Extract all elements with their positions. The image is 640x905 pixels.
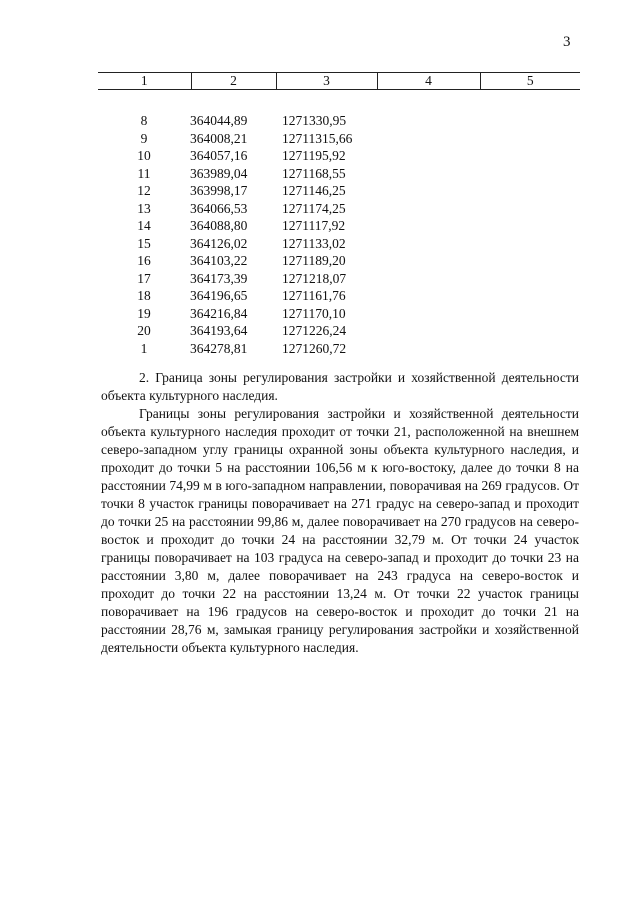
y-coordinate: 1271226,24 — [282, 323, 347, 338]
table-row — [98, 270, 402, 288]
table-row — [98, 165, 402, 183]
x-coordinate: 364103,22 — [190, 253, 248, 268]
point-number: 15 — [137, 235, 151, 251]
y-coordinate: 1271195,92 — [282, 148, 346, 163]
x-coordinate: 364088,80 — [190, 218, 248, 233]
x-coordinate: 364066,53 — [190, 200, 248, 216]
point-number: 19 — [137, 305, 151, 321]
point-number: 18 — [137, 288, 151, 303]
table-header-row — [98, 73, 580, 90]
table-row — [98, 182, 402, 200]
point-number: 16 — [137, 253, 151, 268]
column-header-4: 4 — [377, 73, 480, 90]
y-coordinate: 1271168,55 — [282, 165, 346, 181]
x-coordinate: 364057,16 — [190, 148, 248, 163]
y-coordinate: 1271174,25 — [282, 200, 346, 216]
x-coordinate: 364216,84 — [190, 305, 248, 321]
point-number: 13 — [137, 200, 151, 216]
coordinates-list — [98, 112, 402, 357]
table-row — [98, 147, 402, 165]
y-coordinate: 1271189,20 — [282, 253, 346, 268]
section-body — [101, 405, 579, 657]
x-coordinate: 363989,04 — [190, 165, 248, 181]
x-coordinate: 364196,65 — [190, 288, 248, 303]
point-number: 1 — [140, 340, 148, 356]
table-header — [98, 72, 580, 90]
x-coordinate: 364126,02 — [190, 235, 248, 251]
section-heading-text: 2. Граница зоны регулирования застройки и хозяйственной деятельности объекта культурного наследия. — [101, 370, 579, 403]
x-coordinate: 364173,39 — [190, 270, 248, 286]
x-coordinate: 364278,81 — [190, 340, 248, 356]
table-row — [98, 200, 402, 218]
column-header-2: 2 — [191, 73, 276, 90]
y-coordinate: 1271146,25 — [282, 183, 346, 198]
point-number: 12 — [137, 183, 151, 198]
x-coordinate: 364193,64 — [190, 323, 248, 338]
x-coordinate: 363998,17 — [190, 183, 248, 198]
table-row — [98, 252, 402, 270]
table-row — [98, 340, 402, 358]
y-coordinate: 1271170,10 — [282, 305, 346, 321]
column-header-1: 1 — [98, 73, 191, 90]
table-row — [98, 305, 402, 323]
y-coordinate: 1271161,76 — [282, 288, 346, 303]
x-coordinate: 364044,89 — [190, 113, 248, 128]
point-number: 9 — [140, 130, 148, 146]
point-number: 11 — [137, 165, 151, 181]
y-coordinate: 1271260,72 — [282, 340, 347, 356]
section-body-text: Границы зоны регулирования застройки и хозяйственной деятельности объекта культурного наследия проходит от точки 21, расположенной на внешнем северо-западном углу границы охранной зоны объекта культурного наследия, и проходит до точки 5 на расстоянии 106,56 м к юго-востоку, далее до точки 8 на расстоянии 74,99 м в юго-западном направлении, поворачивая на 269 градусов. От точки 8 участок границы поворачивает на 271 градус на северо-запад и проходит до точки 25 на расстоянии 99,86 м, далее поворачивает на 270 градусов на северо-восток и проходит до точки 24 на расстоянии 32,79 м. От точки 24 участок границы поворачивает на 103 градуса на северо-запад и проходит до точки 23 на расстоянии 3,80 м, далее поворачивает на 243 градуса на северо-восток и проходит до точки 22 на расстоянии 13,24 м. От точки 22 участок границы поворачивает на 196 градусов на северо-восток и проходит до точки 21 на расстоянии 28,76 м, замыкая границу регулирования застройки и хозяйственной деятельности объекта культурного наследия. — [101, 406, 579, 655]
table-row — [98, 235, 402, 253]
y-coordinate: 1271133,02 — [282, 235, 346, 251]
table-row — [98, 112, 402, 130]
column-header-3: 3 — [276, 73, 377, 90]
point-number: 14 — [137, 218, 151, 233]
y-coordinate: 12711315,66 — [282, 130, 353, 146]
y-coordinate: 1271117,92 — [282, 218, 346, 233]
y-coordinate: 1271218,07 — [282, 270, 347, 286]
page-number: 3 — [563, 34, 571, 50]
point-number: 10 — [137, 148, 151, 163]
y-coordinate: 1271330,95 — [282, 113, 347, 128]
point-number: 17 — [137, 270, 151, 286]
column-header-5: 5 — [480, 73, 580, 90]
table-row — [98, 217, 402, 235]
x-coordinate: 364008,21 — [190, 130, 248, 146]
table-row — [98, 322, 402, 340]
table-row — [98, 130, 402, 148]
table-row — [98, 287, 402, 305]
point-number: 20 — [137, 323, 151, 338]
section-heading — [101, 369, 579, 405]
point-number: 8 — [140, 113, 148, 128]
